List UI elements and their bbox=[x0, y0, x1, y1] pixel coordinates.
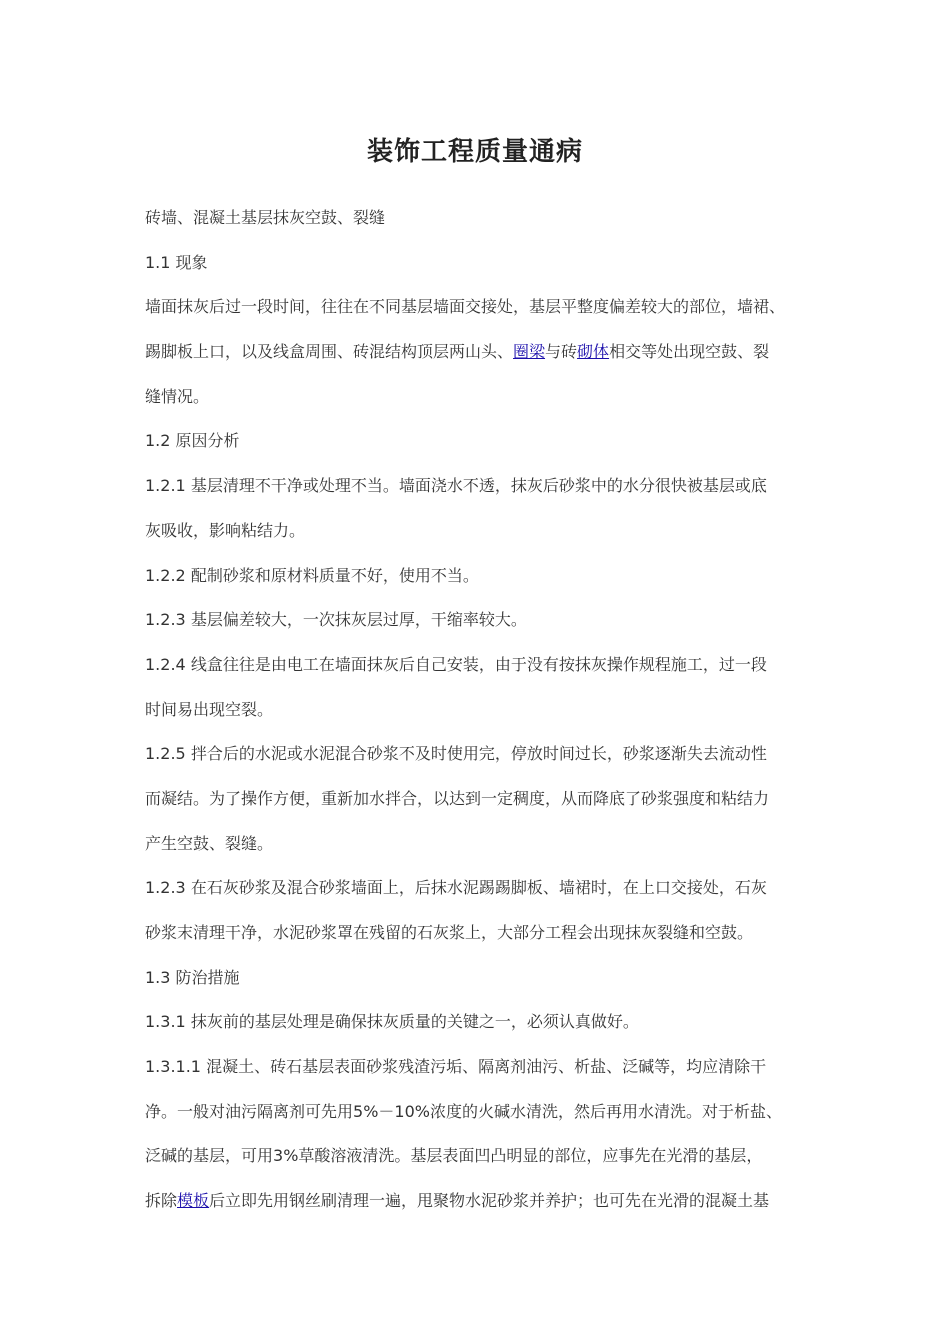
percent-value: 5%－10% bbox=[353, 1101, 430, 1121]
item-1-2-3 bbox=[145, 598, 825, 643]
item-text: 基层偏差较大，一次抹灰层过厚，干缩率较大。 bbox=[190, 610, 527, 630]
item-1-3-1-1 bbox=[145, 1045, 825, 1090]
item-number: 1.2.3 bbox=[145, 878, 186, 898]
subtitle-text: 砖墙、混凝土基层抹灰空鼓、裂缝 bbox=[145, 208, 386, 227]
paragraph-line bbox=[145, 285, 825, 330]
item-text: 而凝结。为了操作方便，重新加水拌合，以达到一定稠度，从而降底了砂浆强度和粘结力 bbox=[145, 788, 770, 808]
section-number: 1.2 bbox=[145, 431, 171, 451]
section-title: 原因分析 bbox=[175, 431, 240, 451]
section-title: 防治措施 bbox=[175, 967, 240, 987]
item-text: 抹灰前的基层处理是确保抹灰质量的关键之一，必须认真做好。 bbox=[190, 1012, 639, 1032]
item-1-2-1 bbox=[145, 464, 825, 509]
paragraph-line bbox=[145, 330, 825, 375]
paragraph-line bbox=[145, 822, 825, 867]
section-heading-1-3 bbox=[145, 956, 825, 1001]
paragraph-line bbox=[145, 1179, 825, 1224]
document-title: 装饰工程质量通病 bbox=[366, 137, 583, 167]
item-number: 1.2.2 bbox=[145, 565, 186, 585]
paragraph-text: 缝情况。 bbox=[145, 386, 210, 406]
link-muban[interactable]: 模板 bbox=[177, 1191, 210, 1211]
item-1-2-4 bbox=[145, 643, 825, 688]
item-text: 净。一般对油污隔离剂可先用 bbox=[145, 1101, 354, 1121]
item-text: 灰吸收，影响粘结力。 bbox=[145, 520, 306, 540]
item-number: 1.2.1 bbox=[145, 476, 186, 496]
section-title: 现象 bbox=[175, 252, 208, 272]
item-number: 1.2.5 bbox=[145, 744, 186, 764]
section-heading-1-2 bbox=[145, 419, 825, 464]
item-text: 泛碱的基层，可用 bbox=[145, 1146, 274, 1166]
item-text: 拌合后的水泥或水泥混合砂浆不及时使用完，停放时间过长，砂浆逐渐失去流动性 bbox=[190, 744, 767, 764]
item-1-2-5 bbox=[145, 732, 825, 777]
document-body bbox=[145, 196, 825, 1224]
section-number: 1.3 bbox=[145, 967, 171, 987]
paragraph-text: 踢脚板上口，以及线盒周围、砖混结构顶层两山头、 bbox=[145, 342, 514, 362]
paragraph-text: 墙面抹灰后过一段时间，往往在不同基层墙面交接处，基层平整度偏差较大的部位，墙裙、 bbox=[145, 297, 786, 317]
paragraph-line bbox=[145, 509, 825, 554]
paragraph-line bbox=[145, 688, 825, 733]
item-text: 浓度的火碱水清洗，然后再用水清洗。对于析盐、 bbox=[429, 1101, 782, 1121]
item-text: 配制砂浆和原材料质量不好，使用不当。 bbox=[190, 565, 479, 585]
percent-value: 3% bbox=[273, 1146, 299, 1166]
item-text: 混凝土、砖石基层表面砂浆残渣污垢、隔离剂油污、析盐、泛碱等，均应清除干 bbox=[206, 1057, 767, 1077]
section-number: 1.1 bbox=[145, 252, 171, 272]
item-text: 产生空鼓、裂缝。 bbox=[145, 833, 274, 853]
item-text: 后立即先用钢丝刷清理一遍，甩聚物水泥砂浆并养护；也可先在光滑的混凝土基 bbox=[209, 1191, 770, 1211]
item-number: 1.3.1 bbox=[145, 1012, 186, 1032]
item-text: 时间易出现空裂。 bbox=[145, 699, 274, 719]
item-1-2-3b bbox=[145, 866, 825, 911]
item-text: 基层清理不干净或处理不当。墙面浇水不透，抹灰后砂浆中的水分很快被基层或底 bbox=[190, 476, 767, 496]
paragraph-text: 与砖 bbox=[545, 342, 578, 362]
paragraph-line bbox=[145, 375, 825, 420]
item-1-3-1 bbox=[145, 1000, 825, 1045]
paragraph-text: 相交等处出现空鼓、裂 bbox=[609, 342, 770, 362]
item-text: 草酸溶液清洗。基层表面凹凸明显的部位，应事先在光滑的基层， bbox=[298, 1146, 763, 1166]
item-text: 线盒往往是由电工在墙面抹灰后自己安装，由于没有按抹灰操作规程施工，过一段 bbox=[190, 654, 767, 674]
paragraph-line bbox=[145, 1134, 825, 1179]
paragraph-line bbox=[145, 1090, 825, 1135]
item-text: 拆除 bbox=[145, 1191, 178, 1211]
paragraph-line bbox=[145, 777, 825, 822]
item-1-2-2 bbox=[145, 554, 825, 599]
link-quanliang[interactable]: 圈梁 bbox=[513, 342, 546, 362]
item-text: 砂浆末清理干净，水泥砂浆罩在残留的石灰浆上，大部分工程会出现抹灰裂缝和空鼓。 bbox=[145, 923, 754, 942]
subtitle-line bbox=[145, 196, 825, 241]
paragraph-line bbox=[145, 911, 825, 956]
link-qiti[interactable]: 砌体 bbox=[577, 342, 610, 362]
item-number: 1.2.4 bbox=[145, 654, 186, 674]
item-text: 在石灰砂浆及混合砂浆墙面上，后抹水泥踢踢脚板、墙裙时，在上口交接处，石灰 bbox=[190, 878, 767, 898]
item-number: 1.3.1.1 bbox=[145, 1057, 201, 1077]
section-heading-1-1 bbox=[145, 241, 825, 286]
item-number: 1.2.3 bbox=[145, 610, 186, 630]
